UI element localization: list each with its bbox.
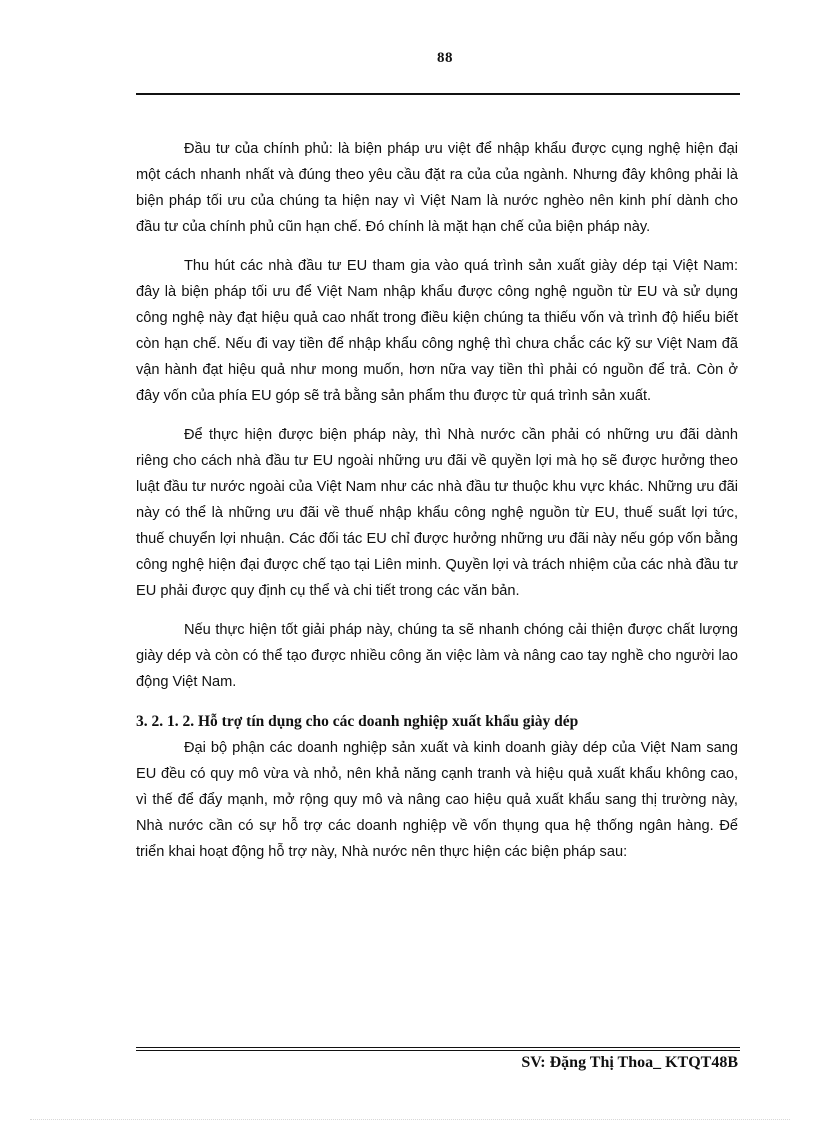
paragraph-government-investment: Đầu tư của chính phủ: là biện pháp ưu việt để nhập khẩu được cụng nghệ hiện đại một cách nhanh nhất và đúng theo yêu cầu đặt ra của của ngành. Nhưng đây không phải là biện pháp tối ưu của chúng ta hiện nay vì Việt Nam là nước nghèo nên kinh phí dành cho đầu tư của chính phủ cũn hạn chế. Đó chính là mặt hạn chế của biện pháp này. [136, 141, 738, 235]
paragraph-credit-support: Đại bộ phận các doanh nghiệp sản xuất và kinh doanh giày dép của Việt Nam sang EU đều có quy mô vừa và nhỏ, nên khả năng cạnh tranh và hiệu quả xuất khẩu không cao, vì thế để đẩy mạnh, mở rộng quy mô và nâng cao hiệu quả xuất khẩu sang thị trường này, Nhà nước cần có sự hỗ trợ các doanh nghiệp về vốn thụng qua hệ thống ngân hàng. Để triển khai hoạt động hỗ trợ này, Nhà nước nên thực hiện các biện pháp sau: [136, 740, 738, 860]
paragraph-expected-results: Nếu thực hiện tốt giải pháp này, chúng ta sẽ nhanh chóng cải thiện được chất lượng giày dép và còn có thể tạo được nhiều công ăn việc làm và nâng cao tay nghề cho người lao động Việt Nam. [136, 622, 738, 690]
header-rule [136, 93, 740, 95]
paragraph-state-incentives: Để thực hiện được biện pháp này, thì Nhà nước cần phải có những ưu đãi dành riêng cho cách nhà đầu tư EU ngoài những ưu đãi về quyền lợi mà họ sẽ được hưởng theo luật đầu tư nước ngoài của Việt Nam như các nhà đầu tư thuộc khu vực khác. Những ưu đãi này có thể là những ưu đãi về thuế nhập khẩu công nghệ nguồn từ EU, thuế suất lợi tức, thuế chuyển lợi nhuận. Các đối tác EU chỉ được hưởng những ưu đãi này nếu góp vốn bằng công nghệ hiện đại được chế tạo tại Liên minh. Quyền lợi và trách nhiệm của các nhà đầu tư EU phải được quy định cụ thể và chi tiết trong các văn bản. [136, 427, 738, 599]
footer-author: SV: Đặng Thị Thoa_ KTQT48B [521, 1054, 738, 1071]
page-bottom-border [30, 1119, 790, 1120]
document-body [136, 136, 738, 878]
paragraph-attract-eu-investors: Thu hút các nhà đầu tư EU tham gia vào quá trình sản xuất giày dép tại Việt Nam: đây là biện pháp tối ưu để Việt Nam nhập khẩu được công nghệ nguồn từ EU và sử dụng công nghệ này đạt hiệu quả cao nhất trong điều kiện chúng ta thiếu vốn và trình độ hiểu biết còn hạn chế. Nếu đi vay tiền để nhập khẩu công nghệ thì chưa chắc các kỹ sư Việt Nam đã vận hành đạt hiệu quả như mong muốn, hơn nữa vay tiền thì phải có nguồn để trả. Còn ở đây vốn của phía EU góp sẽ trả bằng sản phẩm thu được từ quá trình sản xuất. [136, 258, 738, 404]
page-number: 88 [437, 50, 453, 66]
footer-rule [136, 1047, 740, 1051]
section-heading: 3. 2. 1. 2. Hỗ trợ tín dụng cho các doanh nghiệp xuất khẩu giày dép [136, 713, 579, 730]
